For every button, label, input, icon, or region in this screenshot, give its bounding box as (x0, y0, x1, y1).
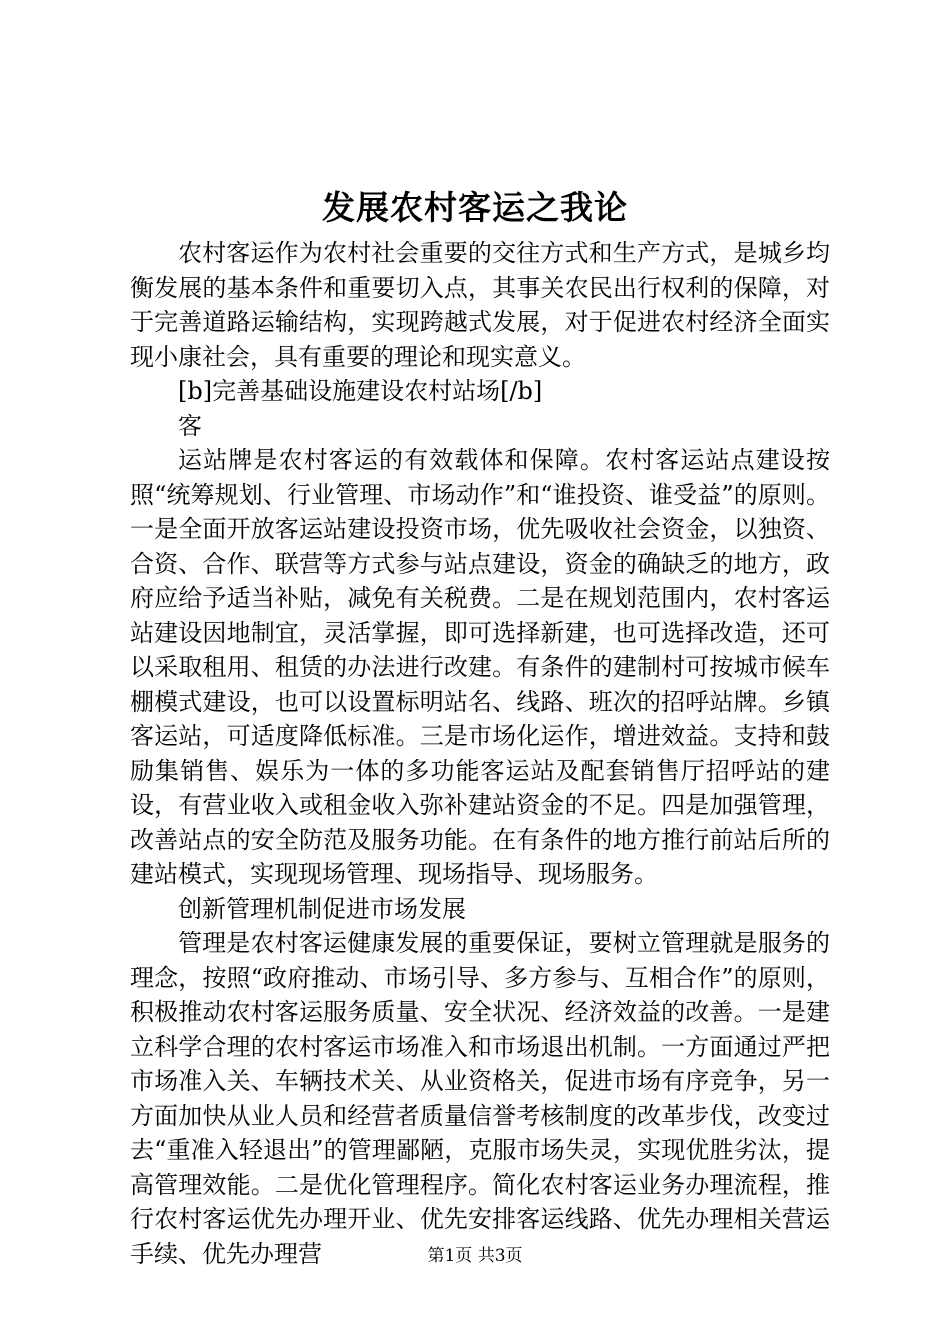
paragraph-intro: 农村客运作为农村社会重要的交往方式和生产方式，是城乡均衡发展的基本条件和重要切入点，其事关农民出行权利的保障，对于完善道路运输结构，实现跨越式发展，对于促进农村经济全面实现小康社会，具有重要的理论和现实意义。 (130, 239, 830, 371)
paragraph-stations: 运站牌是农村客运的有效载体和保障。农村客运站点建设按照“统筹规划、行业管理、市场动作”和“谁投资、谁受益”的原则。一是全面开放客运站建设投资市场，优先吸收社会资金，以独资、合资、合作、联营等方式参与站点建设，资金的确缺乏的地方，政府应给予适当补贴，减免有关税费。二是在规划范围内，农村客运站建设因地制宜，灵活掌握，即可选择新建，也可选择改造，还可以采取租用、租赁的办法进行改建。有条件的建制村可按城市候车棚模式建设，也可以设置标明站名、线路、班次的招呼站牌。乡镇客运站，可适度降低标准。三是市场化运作，增进效益。支持和鼓励集销售、娱乐为一体的多功能客运站及配套销售厅招呼站的建设，有营业收入或租金收入弥补建站资金的不足。四是加强管理，改善站点的安全防范及服务功能。在有条件的地方推行前站后所的建站模式，实现现场管理、现场指导、现场服务。 (130, 446, 830, 888)
document-body (130, 236, 830, 1271)
document-title: 发展农村客运之我论 (322, 188, 628, 227)
section-heading-fragment: 客 (178, 411, 202, 440)
page-footer: 第1页 共3页 (427, 1246, 523, 1266)
section-heading-management: 创新管理机制促进市场发展 (178, 894, 466, 923)
section-heading-infrastructure: [b]完善基础设施建设农村站场[/b] (178, 377, 543, 405)
paragraph-management: 管理是农村客运健康发展的重要保证，要树立管理就是服务的理念，按照“政府推动、市场引导、多方参与、互相合作”的原则，积极推动农村客运服务质量、安全状况、经济效益的改善。一是建立科学合理的农村客运市场准入和市场退出机制。一方面通过严把市场准入关、车辆技术关、从业资格关，促进市场有序竞争，另一方面加快从业人员和经营者质量信誉考核制度的改革步伐，改变过去“重准入轻退出”的管理鄙陋，克服市场失灵，实现优胜劣汰，提高管理效能。二是优化管理程序。简化农村客运业务办理流程，推行农村客运优先办理开业、优先安排客运线路、优先办理相关营运手续、优先办理营 (130, 929, 830, 1268)
